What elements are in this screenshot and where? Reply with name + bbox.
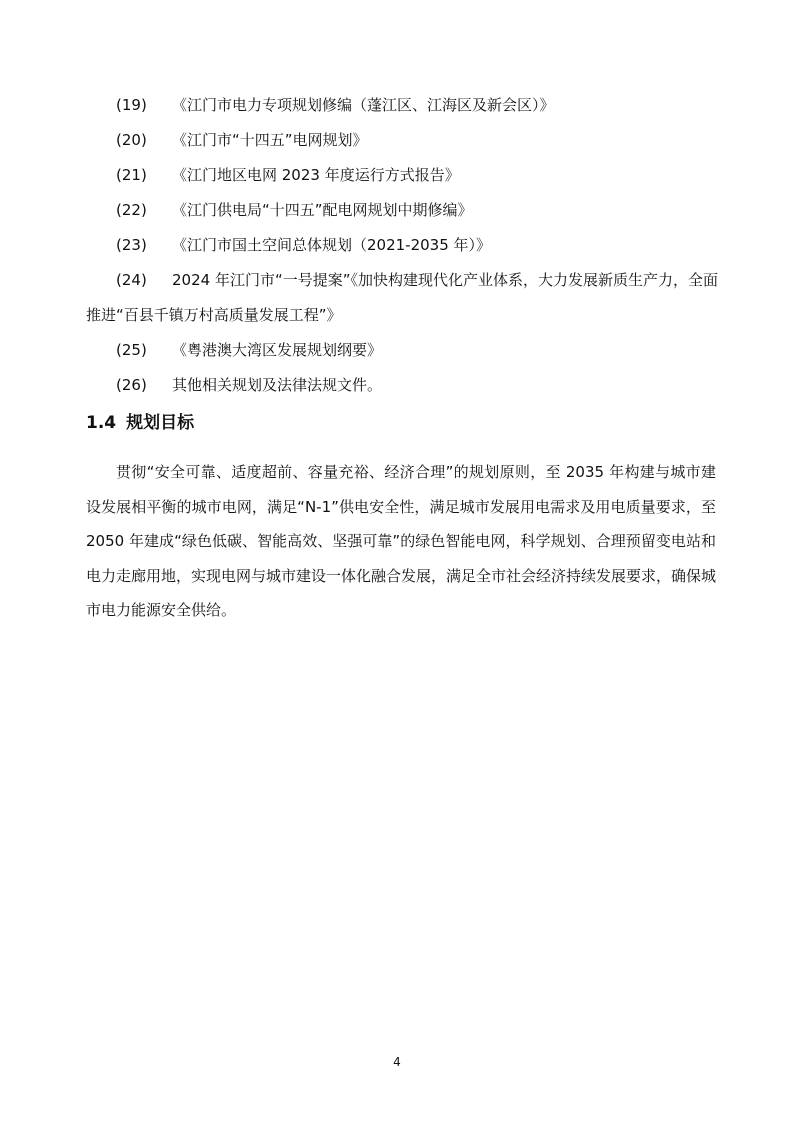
reference-item — [86, 88, 722, 123]
reference-number: (20) — [116, 131, 147, 149]
reference-item — [86, 193, 722, 228]
reference-item — [86, 158, 722, 193]
reference-number: (21) — [116, 166, 147, 184]
reference-number: (24) — [116, 271, 147, 289]
reference-text: 《江门供电局“十四五”配电网规划中期修编》 — [172, 201, 473, 219]
reference-item — [86, 228, 722, 263]
reference-text: 《粤港澳大湾区发展规划纲要》 — [172, 341, 383, 359]
section-heading — [86, 409, 194, 437]
section-title: 规划目标 — [126, 413, 195, 433]
reference-number: (25) — [116, 341, 147, 359]
reference-text: 《江门市国土空间总体规划（2021-2035 年）》 — [172, 236, 492, 254]
reference-number: (23) — [116, 236, 147, 254]
reference-text: 2024 年江门市“一号提案”《加快构建现代化产业体系，大力发展新质生产力，全面推进“百县千镇万村高质量发展工程”》 — [86, 271, 718, 324]
reference-text: 《江门市“十四五”电网规划》 — [172, 131, 368, 149]
reference-item — [86, 368, 722, 403]
reference-text: 其他相关规划及法律法规文件。 — [172, 376, 383, 394]
page-number: 4 — [393, 1055, 401, 1069]
reference-number: (26) — [116, 376, 147, 394]
reference-number: (19) — [116, 96, 147, 114]
reference-text: 《江门市电力专项规划修编（蓬江区、江海区及新会区）》 — [172, 96, 555, 114]
body-paragraph: 贯彻“安全可靠、适度超前、容量充裕、经济合理”的规划原则，至 2035 年构建与城市建设发展相平衡的城市电网，满足“N-1”供电安全性，满足城市发展用电需求及用电质量要求，至 2050 年建成“绿色低碳、智能高效、坚强可靠”的绿色智能电网，科学规划、合理预留变电站和电力走廊用地，实现电网与城市建设一体化融合发展，满足全市社会经济持续发展要求，确保城市电力能源安全供给。 — [86, 463, 717, 619]
reference-item — [86, 333, 722, 368]
reference-number: (22) — [116, 201, 147, 219]
reference-item — [86, 123, 722, 158]
section-number: 1.4 — [86, 413, 117, 433]
reference-item — [86, 263, 722, 333]
reference-list — [86, 88, 722, 403]
reference-text: 《江门地区电网 2023 年度运行方式报告》 — [172, 166, 460, 184]
